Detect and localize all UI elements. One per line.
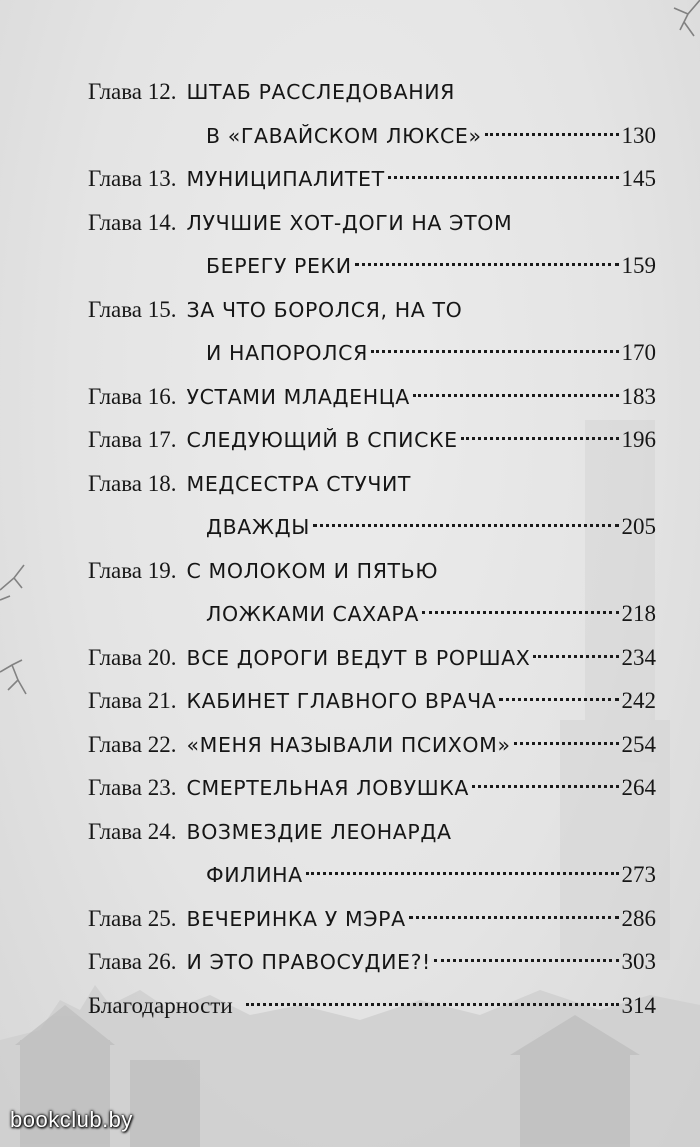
toc-entry <box>88 375 656 419</box>
toc-line <box>88 462 656 506</box>
chapter-title: ЛОЖКАМИ САХАРА <box>206 602 419 626</box>
toc-entry <box>88 636 656 680</box>
chapter-title: И НАПОРОЛСЯ <box>206 341 368 365</box>
chapter-label: Глава 13. <box>88 166 177 191</box>
toc-entry <box>88 157 656 201</box>
chapter-title: ВЕЧЕРИНКА У МЭРА <box>186 906 406 931</box>
page-number: 196 <box>621 427 656 452</box>
toc-line <box>88 636 656 680</box>
chapter-label: Глава 26. <box>88 949 177 974</box>
toc-line <box>88 897 656 941</box>
toc-line <box>88 766 656 810</box>
toc-entry <box>88 810 656 897</box>
chapter-label: Глава 19. <box>88 557 177 583</box>
chapter-label: Глава 12. <box>88 79 177 104</box>
dot-leader <box>461 437 619 440</box>
chapter-label: Глава 22. <box>88 731 177 757</box>
chapter-title: ШТАБ РАССЛЕДОВАНИЯ <box>186 80 455 104</box>
dot-leader <box>388 176 619 179</box>
chapter-title: ЛУЧШИЕ ХОТ-ДОГИ НА ЭТОМ <box>186 210 513 235</box>
toc-line <box>88 549 656 593</box>
toc-entry <box>88 549 656 636</box>
dot-leader <box>485 133 619 136</box>
chapter-title: СМЕРТЕЛЬНАЯ ЛОВУШКА <box>186 776 470 800</box>
chapter-label: Глава 21. <box>88 688 177 713</box>
chapter-title: ФИЛИНА <box>206 863 303 887</box>
dot-leader <box>246 1003 619 1006</box>
chapter-title: МЕДСЕСТРА СТУЧИТ <box>186 471 412 496</box>
chapter-title: БЕРЕГУ РЕКИ <box>206 254 352 278</box>
chapter-title: МУНИЦИПАЛИТЕТ <box>186 167 385 191</box>
toc-entry <box>88 201 656 288</box>
toc-line <box>88 288 656 332</box>
watermark: bookclub.by <box>10 1107 133 1132</box>
dot-leader <box>472 785 618 788</box>
chapter-label: Глава 16. <box>88 383 177 409</box>
page-number: 159 <box>621 253 656 278</box>
chapter-title: В «ГАВАЙСКОМ ЛЮКСЕ» <box>206 123 482 148</box>
toc-line <box>88 723 656 767</box>
chapter-label: Глава 18. <box>88 470 177 496</box>
page-number: 205 <box>621 514 656 539</box>
page-number: 303 <box>621 949 656 974</box>
table-of-contents <box>88 70 656 1027</box>
toc-line <box>88 244 656 288</box>
toc-entry <box>88 462 656 549</box>
chapter-title: ДВАЖДЫ <box>206 515 310 539</box>
dot-leader <box>514 742 619 745</box>
chapter-title: ВСЕ ДОРОГИ ВЕДУТ В РОРШАХ <box>186 645 531 670</box>
toc-line <box>88 70 656 114</box>
chapter-label: Глава 17. <box>88 427 177 452</box>
dot-leader <box>533 655 618 658</box>
toc-line <box>88 984 656 1028</box>
chapter-label: Глава 20. <box>88 644 177 670</box>
page-number: 130 <box>621 122 656 148</box>
chapter-title: И ЭТО ПРАВОСУДИЕ?! <box>186 950 431 974</box>
toc-entry <box>88 984 656 1028</box>
page-number: 218 <box>621 601 656 626</box>
chapter-title: СЛЕДУЮЩИЙ В СПИСКЕ <box>186 428 458 452</box>
dot-leader <box>355 263 619 266</box>
dot-leader <box>434 959 619 962</box>
chapter-label: Благодарности <box>88 992 233 1018</box>
page-number: 254 <box>621 731 656 757</box>
dot-leader <box>409 916 619 919</box>
toc-line <box>88 505 656 549</box>
dot-leader <box>499 698 618 701</box>
dot-leader <box>313 524 619 527</box>
toc-entry <box>88 897 656 941</box>
toc-entry <box>88 679 656 723</box>
toc-entry <box>88 288 656 375</box>
toc-line <box>88 940 656 984</box>
dot-leader <box>306 872 619 875</box>
page-number: 273 <box>621 862 656 887</box>
page-number: 145 <box>621 166 656 191</box>
toc-line <box>88 418 656 462</box>
chapter-label: Глава 23. <box>88 775 177 800</box>
toc-entry <box>88 766 656 810</box>
chapter-title: КАБИНЕТ ГЛАВНОГО ВРАЧА <box>186 689 497 713</box>
chapter-title: С МОЛОКОМ И ПЯТЬЮ <box>186 558 439 583</box>
toc-line <box>88 679 656 723</box>
toc-entry <box>88 940 656 984</box>
page-number: 314 <box>621 992 656 1018</box>
toc-line <box>88 853 656 897</box>
chapter-label: Глава 24. <box>88 818 177 844</box>
dot-leader <box>422 611 619 614</box>
chapter-title: ВОЗМЕЗДИЕ ЛЕОНАРДА <box>186 819 452 844</box>
chapter-label: Глава 14. <box>88 209 177 235</box>
toc-line <box>88 157 656 201</box>
toc-line <box>88 201 656 245</box>
toc-line <box>88 592 656 636</box>
chapter-label: Глава 25. <box>88 905 177 931</box>
toc-line <box>88 331 656 375</box>
chapter-title: УСТАМИ МЛАДЕНЦА <box>186 384 410 409</box>
page-number: 286 <box>621 905 656 931</box>
dot-leader <box>413 394 619 397</box>
chapter-label: Глава 15. <box>88 296 177 322</box>
page-number: 234 <box>621 644 656 670</box>
page-number: 264 <box>621 775 656 800</box>
toc-line <box>88 114 656 158</box>
toc-entry <box>88 418 656 462</box>
page-number: 242 <box>621 688 656 713</box>
chapter-title: ЗА ЧТО БОРОЛСЯ, НА ТО <box>186 297 463 322</box>
dot-leader <box>371 350 619 353</box>
page-number: 170 <box>621 340 656 365</box>
toc-entry <box>88 723 656 767</box>
toc-line <box>88 375 656 419</box>
page-number: 183 <box>621 383 656 409</box>
toc-entry <box>88 70 656 157</box>
chapter-title: «МЕНЯ НАЗЫВАЛИ ПСИХОМ» <box>186 732 511 757</box>
toc-line <box>88 810 656 854</box>
